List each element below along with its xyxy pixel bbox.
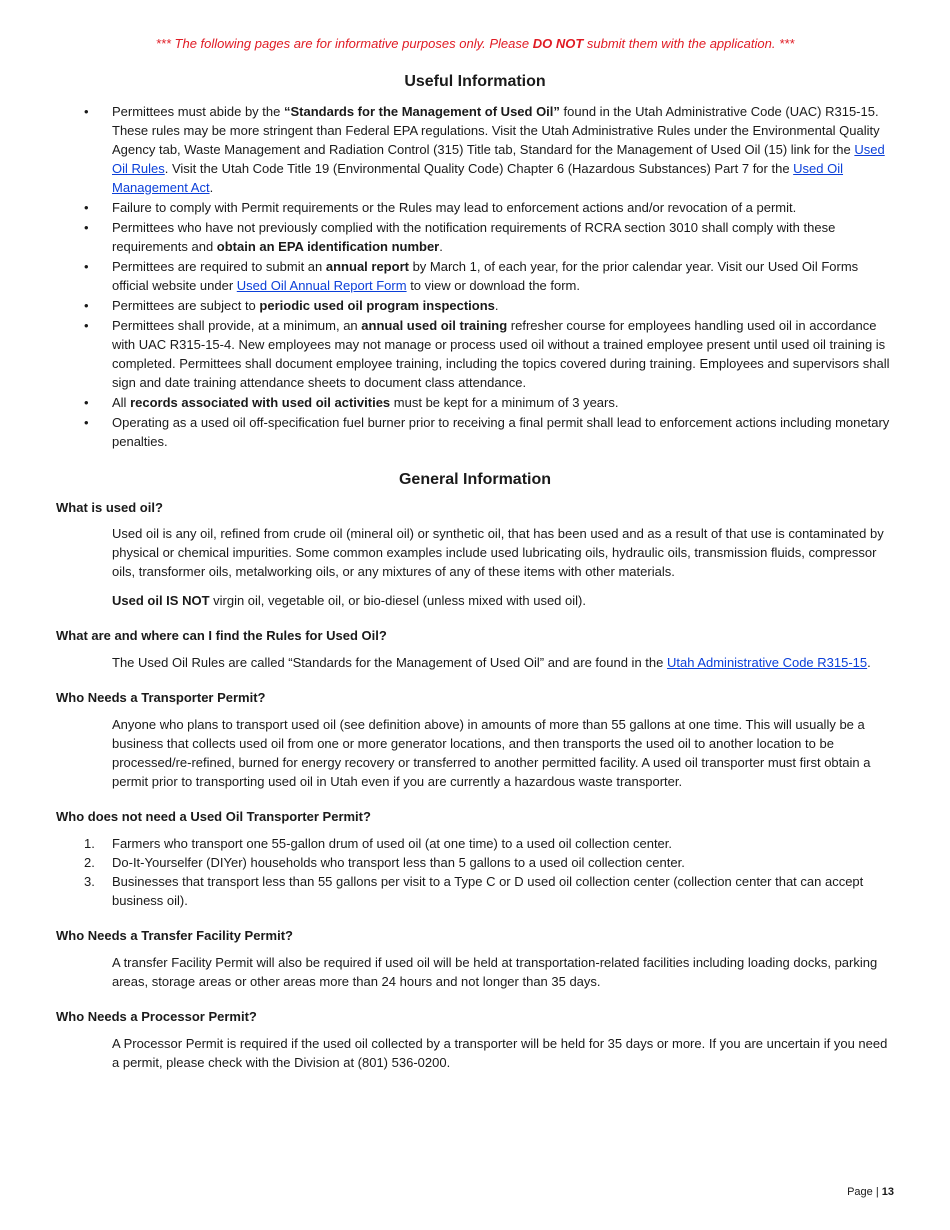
page-separator: | [875,1186,879,1198]
list-item [112,316,894,392]
item-text: Permittees are subject to [112,298,260,313]
faq-transfer-facility-permit [56,926,894,991]
page-number-footer [847,1186,894,1198]
question-heading: What is used oil? [56,500,163,515]
useful-information-heading: Useful Information [404,73,546,90]
useful-information-list [56,102,894,451]
item-bold: obtain an EPA identification number [216,239,440,254]
notice-text: *** The following pages are for informative purposes only. Please [155,36,533,51]
item-text: refresher course for employees handling used oil in accordance with UAC R315-15-4. New employees may not manage or process used oil without a trained employee present until used oil training is completed. Permittees shall document employee training, including the topics covered during training. Employees and supervisors shall sign and date training attendance sheets to document class attendance. [112,318,890,390]
list-item [112,257,894,295]
list-item [112,413,894,451]
item-text: Operating as a used oil off-specification fuel burner prior to receiving a final permit shall lead to enforcement actions including monetary penalties. [112,415,890,449]
item-text: found in the Utah Administrative Code (UAC) R315-15. These rules may be more stringent than Federal EPA regulations. Visit the Utah Administrative Rules under the Environmental Quality Agency tab, Waste Management and Radiation Control (315) Title tab, Standard for the Management of Used Oil (15) link for the [112,104,880,157]
item-text: to view or download the form. [406,278,580,293]
question-heading: Who Needs a Processor Permit? [56,1009,257,1024]
used-oil-rules-link[interactable]: Used Oil Rules [112,142,885,176]
item-bold: records associated with used oil activities [130,395,391,410]
item-bold: annual report [325,259,409,274]
item-number: 1. [84,836,95,851]
annual-report-form-link[interactable]: Used Oil Annual Report Form [236,278,407,293]
faq-no-transporter-permit [56,807,894,910]
item-text: . [439,239,443,254]
answer-paragraph [112,591,894,610]
item-bold: periodic used oil program inspections [259,298,495,313]
item-text: by March 1, of each year, for the prior calendar year. Visit our Used Oil Forms official website under [112,259,859,293]
list-item [84,853,894,872]
general-information-heading: General Information [398,471,552,488]
document-page [56,34,894,1072]
faq-transporter-permit [56,688,894,791]
exemption-list [56,834,894,910]
item-text: Businesses that transport less than 55 gallons per visit to a Type C or D used oil collection center (collection center that can accept business oil). [112,874,864,908]
answer-paragraph: Used oil is any oil, refined from crude oil (mineral oil) or synthetic oil, that has been used and as a result of that use is contaminated by physical or chemical impurities. Some common examples include used lubricating oils, hydraulic oils, transmission fluids, compressor oils, transformer oils, metalworking oils, or any mixtures of any of these items with other materials. [112,526,884,579]
item-text: Farmers who transport one 55-gallon drum of used oil (at one time) to a used oil collection center. [112,836,673,851]
answer-text: The Used Oil Rules are called “Standards for the Management of Used Oil” and are found in the [112,655,667,670]
list-item [112,218,894,256]
item-bold: “Standards for the Management of Used Oil” [283,104,560,119]
item-text: Failure to comply with Permit requirements or the Rules may lead to enforcement actions and/or revocation of a permit. [112,200,797,215]
item-text: Permittees must abide by the [112,104,284,119]
list-item [112,102,894,197]
answer-bold: Used oil IS NOT [112,593,210,608]
item-text: Permittees shall provide, at a minimum, an [112,318,362,333]
page-number: 13 [881,1186,894,1198]
informative-notice [56,34,894,53]
answer-paragraph: A transfer Facility Permit will also be required if used oil will be held at transportation-related facilities including loading docks, parking areas, storage areas or other areas more than 24 hours and not longer than 35 days. [112,955,878,989]
list-item [112,296,894,315]
item-text: . [494,298,499,313]
answer-text: . [867,655,871,670]
list-item [84,872,894,910]
answer-paragraph: Anyone who plans to transport used oil (see definition above) in amounts of more than 55 gallons at one time. This will usually be a business that collects used oil from one or more generator locations, and then transports the used oil to another location to be processed/re-refined, burned for energy recovery or transferred to another permitted facility. A used oil transporter must first obtain a permit prior to transporting used oil in Utah even if you are currently a hazardous waste transporter. [112,717,871,789]
list-item [112,198,894,217]
faq-rules-for-used-oil [56,626,894,672]
page-label: Page [847,1186,873,1198]
item-text: . [209,180,214,195]
item-bold: annual used oil training [361,318,508,333]
faq-what-is-used-oil [56,498,894,610]
question-heading: Who Needs a Transporter Permit? [56,690,266,705]
used-oil-management-act-link[interactable]: Used Oil Management Act [112,161,844,195]
list-item [84,834,894,853]
item-text: . Visit the Utah Code Title 19 (Environmental Quality Code) Chapter 6 (Hazardous Substances) Part 7 for the [164,161,794,176]
list-item [112,393,894,412]
answer-paragraph: A Processor Permit is required if the used oil collected by a transporter will be held for 35 days or more. If you are uncertain if you need a permit, please check with the Division at (801) 536-0200. [112,1036,888,1070]
question-heading: What are and where can I find the Rules for Used Oil? [56,628,387,643]
notice-text-end: submit them with the application. *** [583,36,795,51]
item-number: 3. [84,874,95,889]
question-heading: Who does not need a Used Oil Transporter Permit? [56,809,371,824]
item-text: All [112,395,131,410]
question-heading: Who Needs a Transfer Facility Permit? [56,928,293,943]
item-number: 2. [84,855,95,870]
item-text: Permittees are required to submit an [112,259,326,274]
answer-paragraph [112,653,894,672]
utah-administrative-code-link[interactable]: Utah Administrative Code R315-15 [666,655,868,670]
notice-emphasis: DO NOT [532,36,584,51]
item-text: Do-It-Yourselfer (DIYer) households who transport less than 5 gallons to a used oil collection center. [112,855,685,870]
item-text: must be kept for a minimum of 3 years. [390,395,619,410]
answer-text: virgin oil, vegetable oil, or bio-diesel (unless mixed with used oil). [209,593,586,608]
faq-processor-permit [56,1007,894,1072]
item-text: Permittees who have not previously complied with the notification requirements of RCRA section 3010 shall comply with these requirements and [112,220,836,254]
